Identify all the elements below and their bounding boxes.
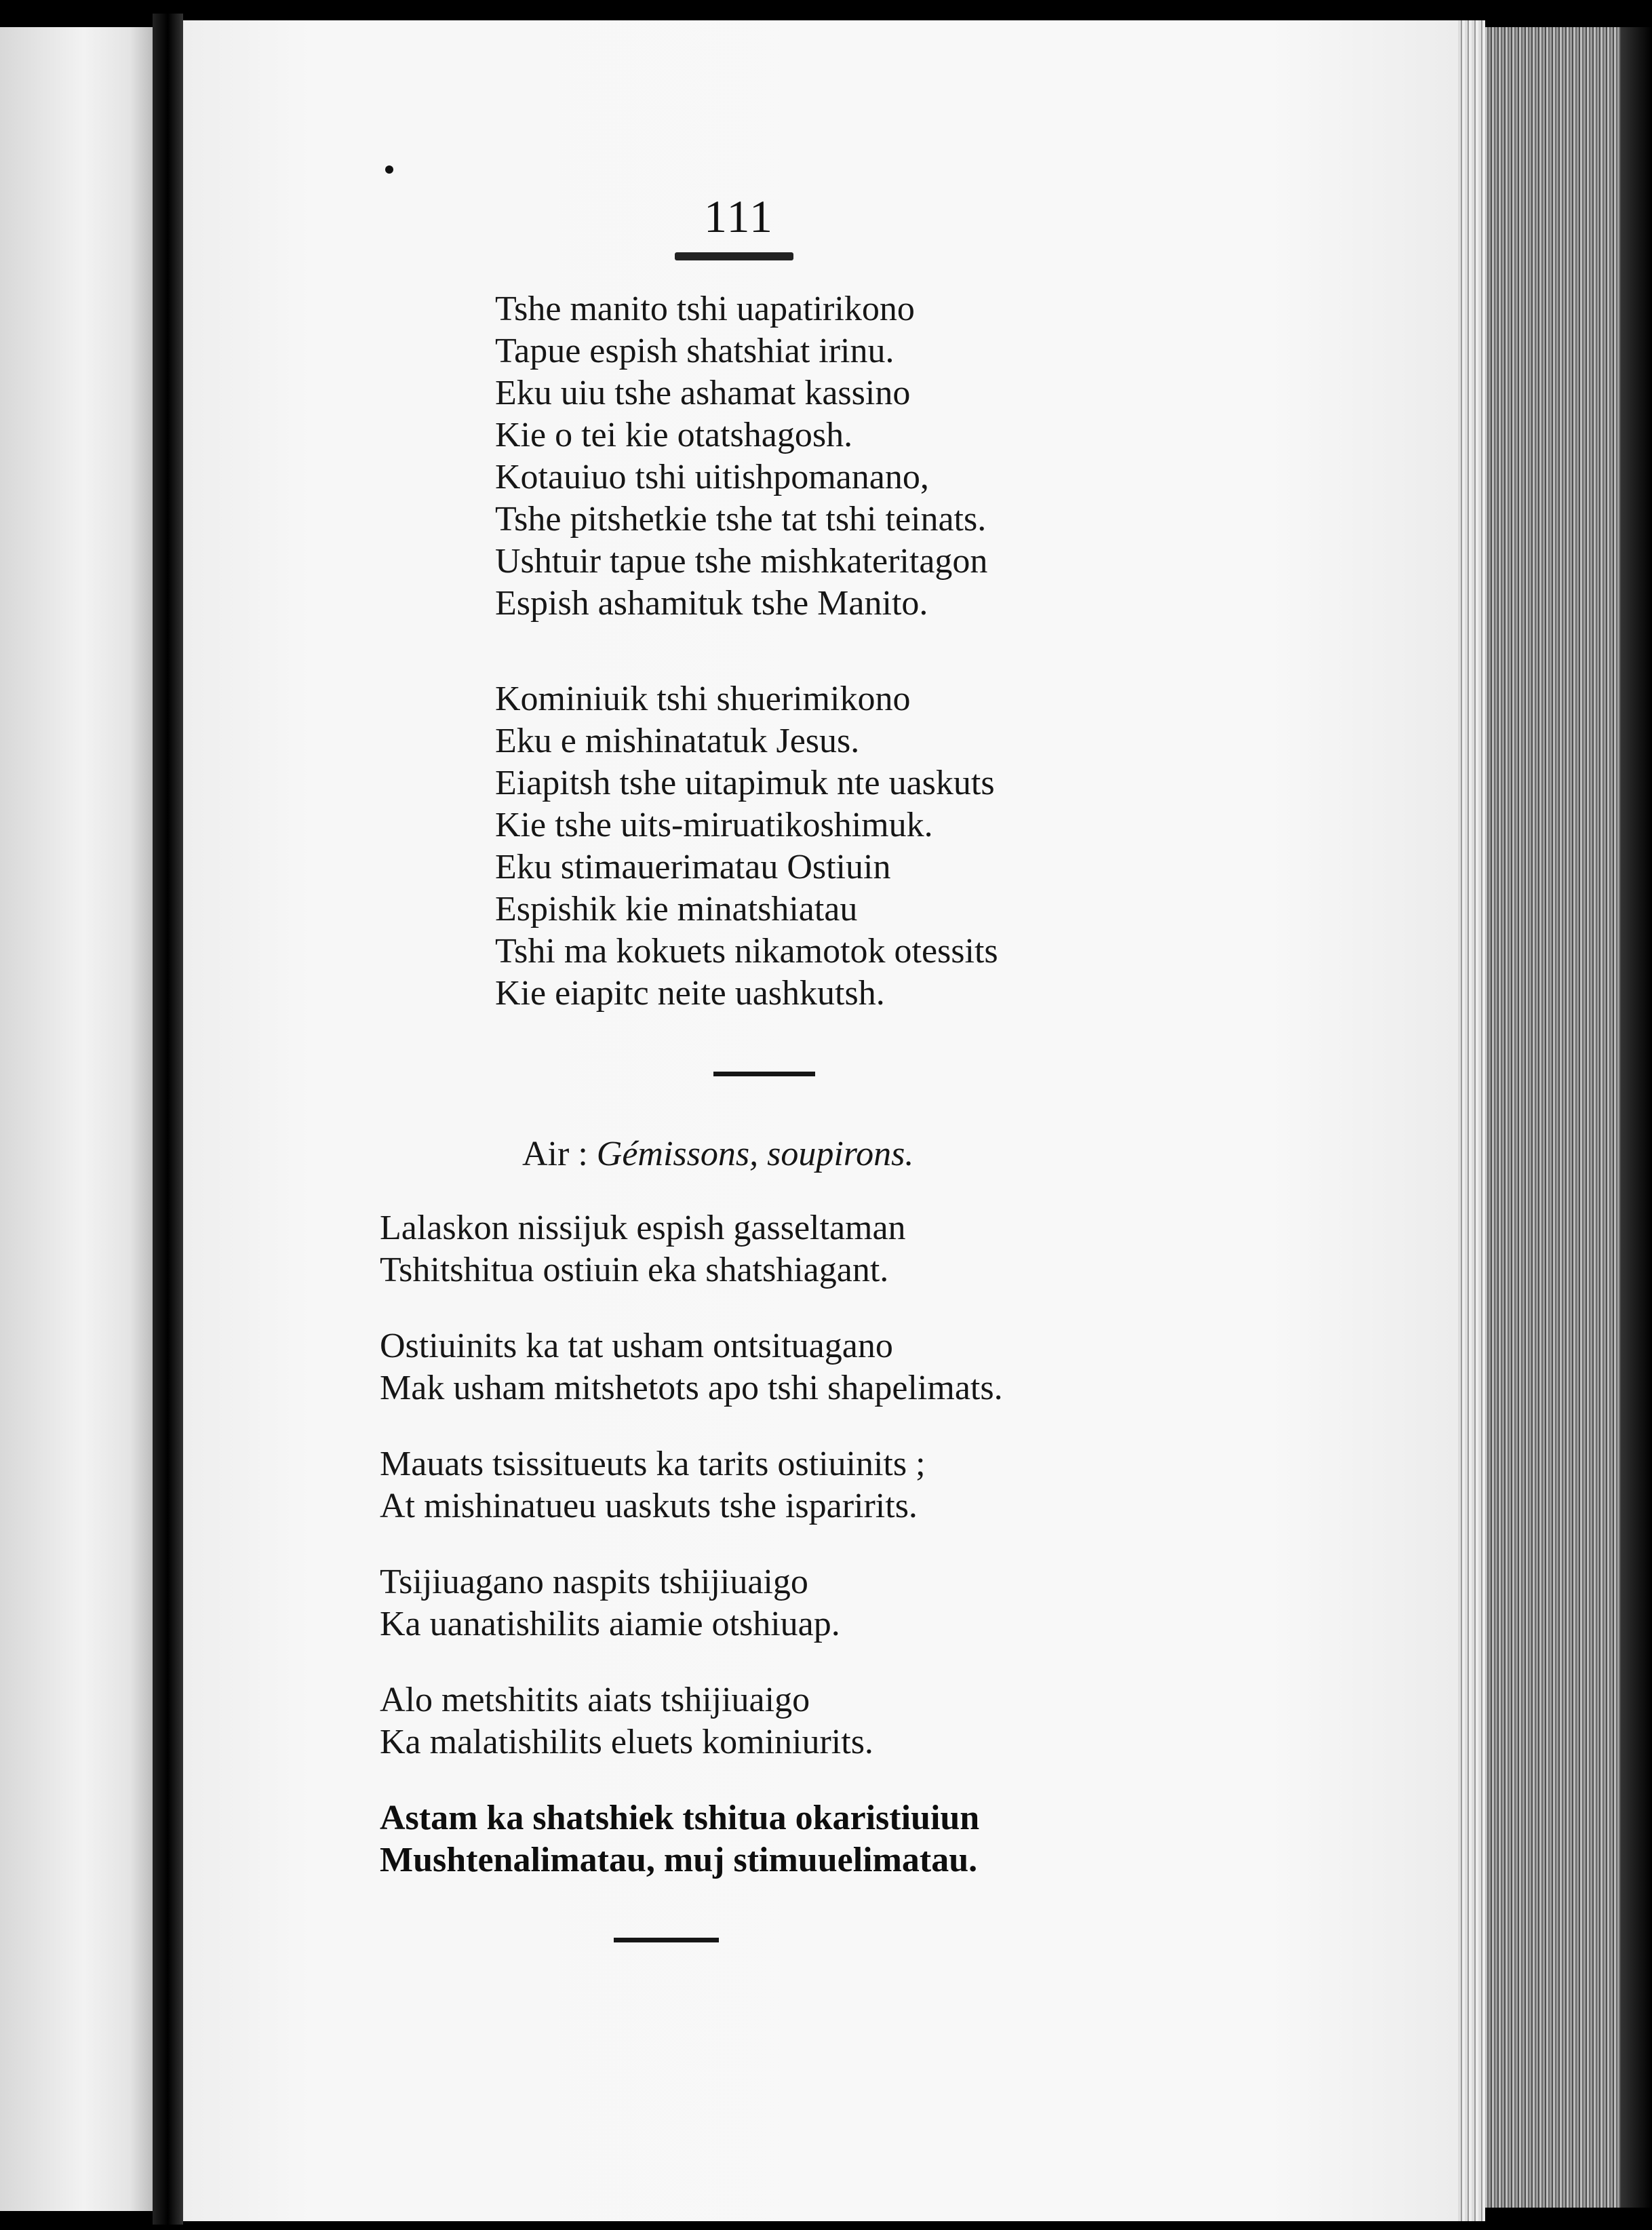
section-divider: [713, 1072, 815, 1076]
stanza-line: Ushtuir tapue tshe mishkateritagon: [495, 542, 988, 581]
couplet-line: Lalaskon nissijuk espish gasseltaman: [380, 1209, 906, 1247]
stanza-line: Kominiuik tshi shuerimikono: [495, 680, 911, 718]
couplet-line: At mishinatueu uaskuts tshe isparirits.: [380, 1487, 918, 1525]
couplet-line: Ostiuinits ka tat usham ontsituagano: [380, 1327, 893, 1365]
couplet-line: Mak usham mitshetots apo tshi shapelimats.: [380, 1369, 1003, 1407]
stanza-line: Kie tshe uits-miruatikoshimuk.: [495, 806, 933, 844]
page-edge: [1458, 20, 1485, 2221]
stanza-line: Espish ashamituk tshe Manito.: [495, 584, 928, 623]
couplet-line: Ka malatishilits eluets kominiurits.: [380, 1723, 873, 1761]
couplet: [380, 1679, 1261, 1763]
couplet-line: Mauats tsissitueuts ka tarits ostiuinits ;: [380, 1445, 926, 1483]
air-heading: [522, 1134, 913, 1174]
couplet-line: Alo metshitits aiats tshijiuaigo: [380, 1681, 810, 1719]
couplet: [380, 1797, 1261, 1881]
hymn-couplets: [380, 1207, 1261, 1915]
couplet: [380, 1561, 1261, 1645]
page-number: 111: [704, 191, 774, 242]
stanza-1: [495, 288, 987, 625]
stanza-line: Eku e mishinatatuk Jesus.: [495, 722, 860, 760]
air-title: Gémissons, soupirons.: [596, 1135, 914, 1173]
stanza-line: Kie eiapitc neite uashkutsh.: [495, 974, 885, 1013]
couplet: [380, 1325, 1261, 1409]
stanza-line: Espishik kie minatshiatau: [495, 890, 858, 928]
air-label: Air :: [522, 1135, 588, 1173]
page-number-mark: [675, 252, 793, 260]
stanza-line: Tapue espish shatshiat irinu.: [495, 332, 894, 370]
couplet-line: Tsijiuagano naspits tshijiuaigo: [380, 1563, 808, 1601]
stanza-line: Tshe manito tshi uapatirikono: [495, 290, 915, 328]
stanza-line: Eiapitsh tshe uitapimuk nte uaskuts: [495, 764, 995, 802]
couplet: [380, 1443, 1261, 1527]
page-stack: [1485, 27, 1621, 2208]
stanza-2: [495, 678, 998, 1015]
stanza-line: Eku uiu tshe ashamat kassino: [495, 374, 911, 412]
book-gutter: [153, 14, 183, 2225]
facing-page-edge: [0, 27, 153, 2211]
couplet: [380, 1207, 1261, 1291]
stanza-line: Kie o tei kie otatshagosh.: [495, 416, 853, 454]
couplet-line: Mushtenalimatau, muj stimuuelimatau.: [380, 1841, 978, 1879]
couplet-line: Astam ka shatshiek tshitua okaristiuiun: [380, 1799, 980, 1837]
stanza-line: Eku stimauerimatau Ostiuin: [495, 848, 891, 886]
stanza-line: Kotauiuo tshi uitishpomanano,: [495, 458, 929, 496]
couplet-line: Ka uanatishilits aiamie otshiuap.: [380, 1605, 840, 1643]
couplet-line: Tshitshitua ostiuin eka shatshiagant.: [380, 1251, 889, 1289]
ink-mark: [385, 165, 393, 174]
page-stack-shadow: [1621, 27, 1652, 2208]
stanza-line: Tshe pitshetkie tshe tat tshi teinats.: [495, 500, 987, 539]
stanza-line: Tshi ma kokuets nikamotok otessits: [495, 932, 998, 971]
end-divider: [614, 1938, 719, 1942]
